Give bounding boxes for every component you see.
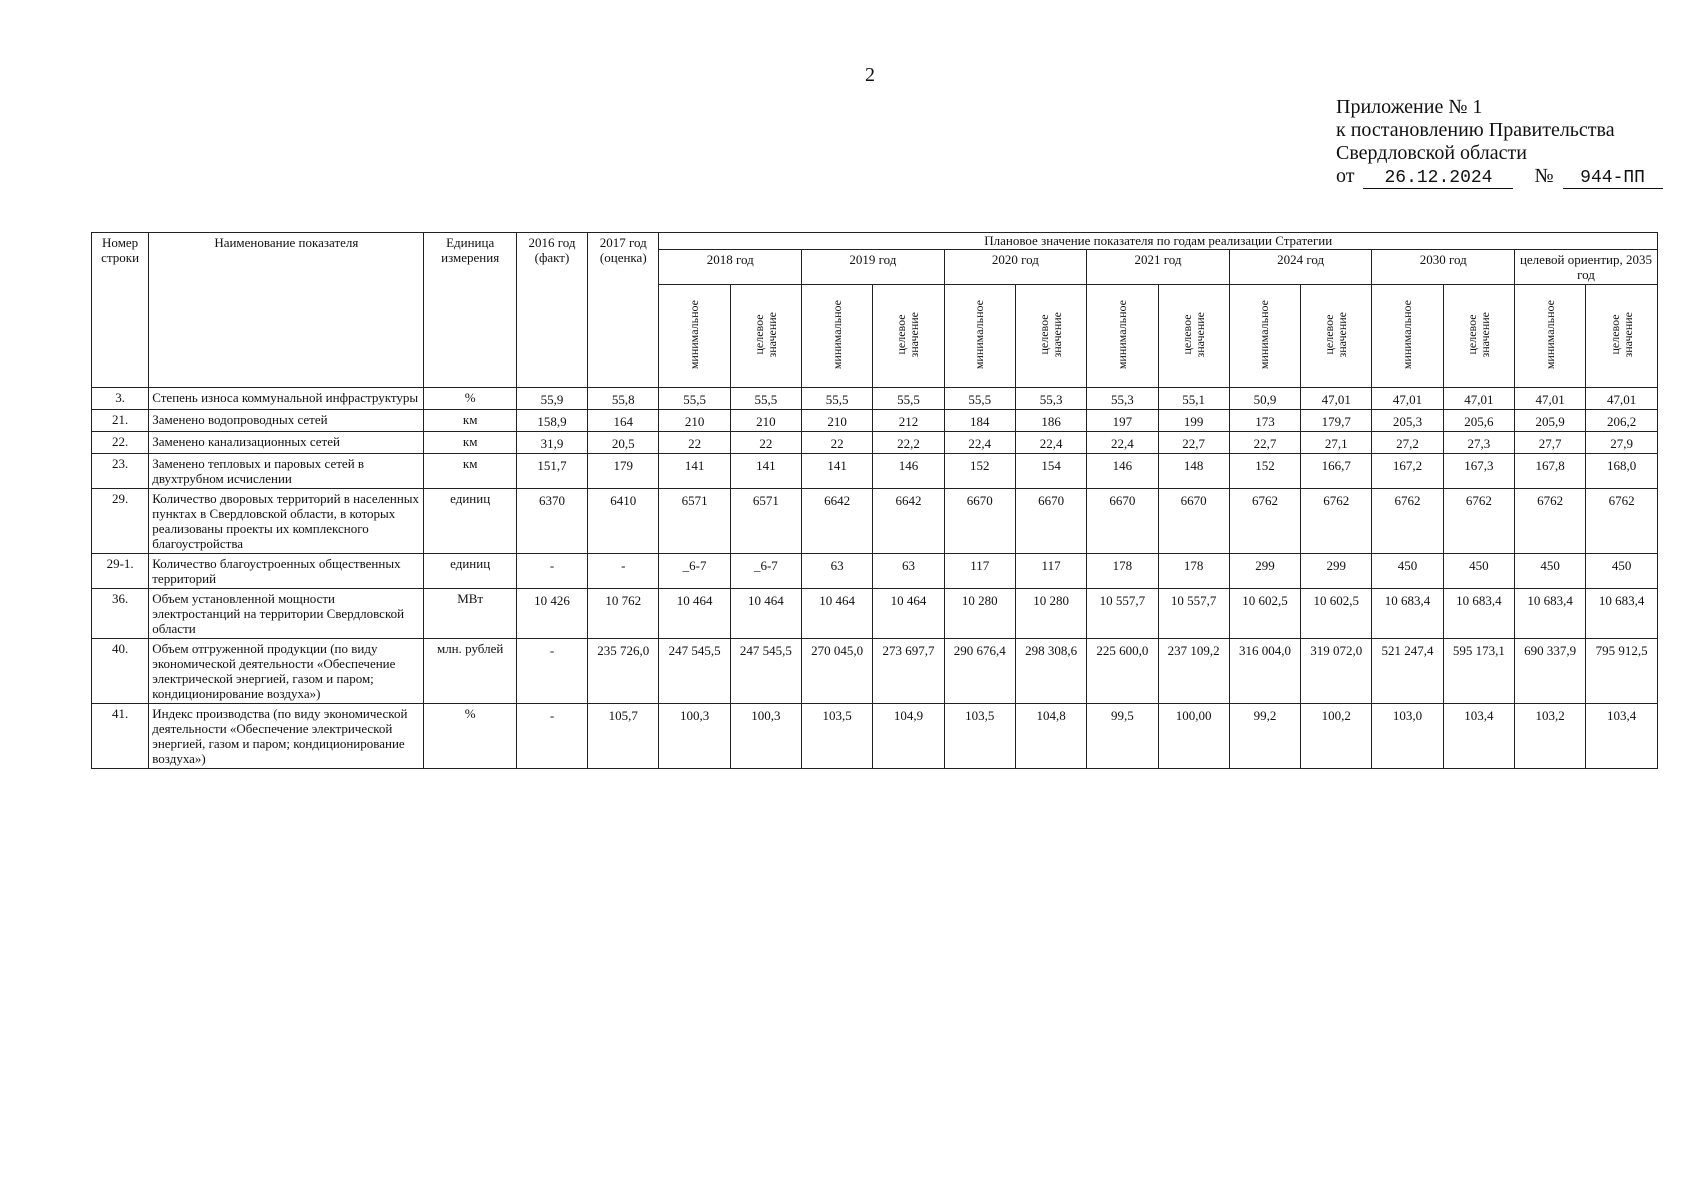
header-target-label: целевое значение bbox=[894, 311, 922, 358]
plan-value-cell: 146 bbox=[873, 454, 944, 489]
plan-value-cell: 154 bbox=[1015, 454, 1086, 489]
plan-value-cell: 290 676,4 bbox=[944, 639, 1015, 704]
header-target bbox=[1015, 285, 1086, 388]
plan-value-cell: 152 bbox=[944, 454, 1015, 489]
plan-value-cell: 450 bbox=[1586, 554, 1658, 589]
header-minimal-label: минимальное bbox=[1542, 299, 1557, 370]
header-minimal-label: минимальное bbox=[1400, 299, 1415, 370]
row-number-cell: 21. bbox=[92, 410, 149, 432]
value-2016-cell: 55,9 bbox=[516, 388, 587, 410]
value-2016-cell: 158,9 bbox=[516, 410, 587, 432]
plan-value-cell: 6762 bbox=[1515, 489, 1586, 554]
value-2017-cell: 6410 bbox=[588, 489, 659, 554]
plan-value-cell: 10 280 bbox=[1015, 589, 1086, 639]
header-target bbox=[1586, 285, 1658, 388]
plan-value-cell: 10 464 bbox=[802, 589, 873, 639]
plan-value-cell: _6-7 bbox=[659, 554, 730, 589]
table-row bbox=[92, 489, 1658, 554]
header-year: 2024 год bbox=[1229, 250, 1372, 285]
value-2017-cell: 20,5 bbox=[588, 432, 659, 454]
plan-value-cell: 450 bbox=[1515, 554, 1586, 589]
unit-cell: МВт bbox=[424, 589, 516, 639]
row-number-cell: 41. bbox=[92, 704, 149, 769]
page-number: 2 bbox=[865, 64, 875, 86]
plan-value-cell: 210 bbox=[730, 410, 801, 432]
decree-number: 944-ПП bbox=[1563, 169, 1663, 189]
plan-value-cell: 117 bbox=[1015, 554, 1086, 589]
value-2016-cell: - bbox=[516, 639, 587, 704]
header-minimal-label: минимальное bbox=[829, 299, 844, 370]
plan-value-cell: 55,3 bbox=[1015, 388, 1086, 410]
header-unit: Единица измерения bbox=[424, 233, 516, 388]
number-label: № bbox=[1534, 165, 1554, 187]
plan-value-cell: 55,5 bbox=[873, 388, 944, 410]
plan-value-cell: 319 072,0 bbox=[1301, 639, 1372, 704]
row-number-cell: 3. bbox=[92, 388, 149, 410]
header-minimal bbox=[659, 285, 730, 388]
plan-value-cell: 100,3 bbox=[730, 704, 801, 769]
plan-value-cell: 27,1 bbox=[1301, 432, 1372, 454]
plan-value-cell: 10 464 bbox=[659, 589, 730, 639]
plan-value-cell: 6670 bbox=[944, 489, 1015, 554]
plan-value-cell: 166,7 bbox=[1301, 454, 1372, 489]
plan-value-cell: 521 247,4 bbox=[1372, 639, 1443, 704]
header-plan: Плановое значение показателя по годам реализации Стратегии bbox=[659, 233, 1658, 250]
header-target bbox=[873, 285, 944, 388]
indicator-name-cell: Степень износа коммунальной инфраструктуры bbox=[149, 388, 424, 410]
appendix-title: Приложение № 1 bbox=[1336, 96, 1483, 118]
table-row bbox=[92, 639, 1658, 704]
unit-cell: км bbox=[424, 410, 516, 432]
plan-value-cell: 206,2 bbox=[1586, 410, 1658, 432]
table-row bbox=[92, 388, 1658, 410]
decree-date: 26.12.2024 bbox=[1363, 169, 1513, 189]
plan-value-cell: 6670 bbox=[1087, 489, 1158, 554]
plan-value-cell: 152 bbox=[1229, 454, 1300, 489]
header-target bbox=[1158, 285, 1229, 388]
header-2016: 2016 год (факт) bbox=[516, 233, 587, 388]
table-row bbox=[92, 410, 1658, 432]
plan-value-cell: 117 bbox=[944, 554, 1015, 589]
value-2016-cell: - bbox=[516, 704, 587, 769]
header-year: 2020 год bbox=[944, 250, 1087, 285]
plan-value-cell: 178 bbox=[1087, 554, 1158, 589]
plan-value-cell: 103,4 bbox=[1443, 704, 1514, 769]
plan-value-cell: 99,2 bbox=[1229, 704, 1300, 769]
indicator-name-cell: Объем установленной мощности электростанций на территории Свердловской области bbox=[149, 589, 424, 639]
plan-value-cell: 103,2 bbox=[1515, 704, 1586, 769]
value-2016-cell: 31,9 bbox=[516, 432, 587, 454]
indicator-name-cell: Заменено водопроводных сетей bbox=[149, 410, 424, 432]
plan-value-cell: 63 bbox=[873, 554, 944, 589]
plan-value-cell: 22,2 bbox=[873, 432, 944, 454]
plan-value-cell: 6670 bbox=[1158, 489, 1229, 554]
plan-value-cell: 178 bbox=[1158, 554, 1229, 589]
value-2016-cell: 151,7 bbox=[516, 454, 587, 489]
unit-cell: км bbox=[424, 454, 516, 489]
header-year: 2021 год bbox=[1087, 250, 1230, 285]
plan-value-cell: 63 bbox=[802, 554, 873, 589]
plan-value-cell: 10 557,7 bbox=[1158, 589, 1229, 639]
plan-value-cell: 47,01 bbox=[1443, 388, 1514, 410]
plan-value-cell: 167,3 bbox=[1443, 454, 1514, 489]
plan-value-cell: 104,8 bbox=[1015, 704, 1086, 769]
header-minimal bbox=[944, 285, 1015, 388]
plan-value-cell: 10 557,7 bbox=[1087, 589, 1158, 639]
plan-value-cell: 205,6 bbox=[1443, 410, 1514, 432]
table-header bbox=[92, 233, 1658, 388]
plan-value-cell: 690 337,9 bbox=[1515, 639, 1586, 704]
plan-value-cell: 299 bbox=[1301, 554, 1372, 589]
table-body bbox=[92, 388, 1658, 769]
header-row-number: Номер строки bbox=[92, 233, 149, 388]
plan-value-cell: 186 bbox=[1015, 410, 1086, 432]
plan-value-cell: 10 683,4 bbox=[1586, 589, 1658, 639]
plan-value-cell: 47,01 bbox=[1515, 388, 1586, 410]
plan-value-cell: 100,00 bbox=[1158, 704, 1229, 769]
appendix-date-line bbox=[1336, 165, 1663, 189]
plan-value-cell: 103,5 bbox=[802, 704, 873, 769]
plan-value-cell: 10 683,4 bbox=[1515, 589, 1586, 639]
plan-value-cell: 450 bbox=[1443, 554, 1514, 589]
appendix-decree-line: к постановлению Правительства bbox=[1336, 119, 1615, 141]
plan-value-cell: 199 bbox=[1158, 410, 1229, 432]
plan-value-cell: 10 464 bbox=[730, 589, 801, 639]
value-2017-cell: - bbox=[588, 554, 659, 589]
plan-value-cell: 22 bbox=[802, 432, 873, 454]
plan-value-cell: 27,3 bbox=[1443, 432, 1514, 454]
plan-value-cell: 6762 bbox=[1229, 489, 1300, 554]
unit-cell: % bbox=[424, 704, 516, 769]
plan-value-cell: 6762 bbox=[1586, 489, 1658, 554]
plan-value-cell: 167,8 bbox=[1515, 454, 1586, 489]
plan-value-cell: 104,9 bbox=[873, 704, 944, 769]
indicator-name-cell: Заменено тепловых и паровых сетей в двухтрубном исчислении bbox=[149, 454, 424, 489]
plan-value-cell: 50,9 bbox=[1229, 388, 1300, 410]
row-number-cell: 36. bbox=[92, 589, 149, 639]
value-2017-cell: 164 bbox=[588, 410, 659, 432]
plan-value-cell: 55,5 bbox=[802, 388, 873, 410]
row-number-cell: 40. bbox=[92, 639, 149, 704]
plan-value-cell: 273 697,7 bbox=[873, 639, 944, 704]
plan-value-cell: 47,01 bbox=[1586, 388, 1658, 410]
plan-value-cell: 6762 bbox=[1443, 489, 1514, 554]
header-2017: 2017 год (оценка) bbox=[588, 233, 659, 388]
plan-value-cell: 22,7 bbox=[1158, 432, 1229, 454]
plan-value-cell: 10 464 bbox=[873, 589, 944, 639]
header-minimal-label: минимальное bbox=[1257, 299, 1272, 370]
plan-value-cell: 22 bbox=[659, 432, 730, 454]
table-row bbox=[92, 554, 1658, 589]
appendix-region-line: Свердловской области bbox=[1336, 142, 1527, 164]
header-target-label: целевое значение bbox=[1607, 311, 1635, 358]
plan-value-cell: 100,3 bbox=[659, 704, 730, 769]
table-row bbox=[92, 589, 1658, 639]
header-minimal bbox=[1515, 285, 1586, 388]
value-2017-cell: 179 bbox=[588, 454, 659, 489]
header-indicator: Наименование показателя bbox=[149, 233, 424, 388]
value-2016-cell: - bbox=[516, 554, 587, 589]
plan-value-cell: 179,7 bbox=[1301, 410, 1372, 432]
plan-value-cell: 22 bbox=[730, 432, 801, 454]
header-target bbox=[1301, 285, 1372, 388]
row-number-cell: 29. bbox=[92, 489, 149, 554]
plan-value-cell: 6571 bbox=[659, 489, 730, 554]
plan-value-cell: 55,1 bbox=[1158, 388, 1229, 410]
plan-value-cell: 141 bbox=[802, 454, 873, 489]
header-minimal bbox=[802, 285, 873, 388]
unit-cell: млн. рублей bbox=[424, 639, 516, 704]
plan-value-cell: 22,4 bbox=[1015, 432, 1086, 454]
plan-value-cell: 99,5 bbox=[1087, 704, 1158, 769]
indicator-name-cell: Количество благоустроенных общественных территорий bbox=[149, 554, 424, 589]
plan-value-cell: 22,4 bbox=[944, 432, 1015, 454]
plan-value-cell: 103,0 bbox=[1372, 704, 1443, 769]
plan-value-cell: 205,3 bbox=[1372, 410, 1443, 432]
plan-value-cell: 22,7 bbox=[1229, 432, 1300, 454]
value-2016-cell: 6370 bbox=[516, 489, 587, 554]
header-minimal bbox=[1372, 285, 1443, 388]
plan-value-cell: 167,2 bbox=[1372, 454, 1443, 489]
plan-value-cell: 173 bbox=[1229, 410, 1300, 432]
plan-value-cell: 141 bbox=[730, 454, 801, 489]
plan-value-cell: 6642 bbox=[802, 489, 873, 554]
indicators-table bbox=[91, 232, 1658, 769]
plan-value-cell: 27,9 bbox=[1586, 432, 1658, 454]
value-2017-cell: 235 726,0 bbox=[588, 639, 659, 704]
header-year: 2018 год bbox=[659, 250, 802, 285]
plan-value-cell: 270 045,0 bbox=[802, 639, 873, 704]
header-target-label: целевое значение bbox=[1037, 311, 1065, 358]
plan-value-cell: 10 280 bbox=[944, 589, 1015, 639]
header-minimal bbox=[1229, 285, 1300, 388]
plan-value-cell: 27,7 bbox=[1515, 432, 1586, 454]
plan-value-cell: 6670 bbox=[1015, 489, 1086, 554]
row-number-cell: 22. bbox=[92, 432, 149, 454]
plan-value-cell: 141 bbox=[659, 454, 730, 489]
plan-value-cell: 10 683,4 bbox=[1443, 589, 1514, 639]
plan-value-cell: 210 bbox=[659, 410, 730, 432]
row-number-cell: 23. bbox=[92, 454, 149, 489]
plan-value-cell: 22,4 bbox=[1087, 432, 1158, 454]
plan-value-cell: 103,5 bbox=[944, 704, 1015, 769]
plan-value-cell: 146 bbox=[1087, 454, 1158, 489]
appendix-block bbox=[1336, 96, 1663, 189]
plan-value-cell: 10 683,4 bbox=[1372, 589, 1443, 639]
plan-value-cell: _6-7 bbox=[730, 554, 801, 589]
header-minimal-label: минимальное bbox=[972, 299, 987, 370]
plan-value-cell: 103,4 bbox=[1586, 704, 1658, 769]
plan-value-cell: 148 bbox=[1158, 454, 1229, 489]
header-minimal bbox=[1087, 285, 1158, 388]
plan-value-cell: 316 004,0 bbox=[1229, 639, 1300, 704]
table-row bbox=[92, 432, 1658, 454]
indicator-name-cell: Объем отгруженной продукции (по виду экономической деятельности «Обеспечение электрической энергией, газом и паром; кондиционирование воздуха») bbox=[149, 639, 424, 704]
plan-value-cell: 55,5 bbox=[730, 388, 801, 410]
row-number-cell: 29-1. bbox=[92, 554, 149, 589]
plan-value-cell: 55,5 bbox=[659, 388, 730, 410]
header-target-label: целевое значение bbox=[1464, 311, 1492, 358]
header-target-label: целевое значение bbox=[1179, 311, 1207, 358]
table-row bbox=[92, 454, 1658, 489]
plan-value-cell: 55,3 bbox=[1087, 388, 1158, 410]
plan-value-cell: 100,2 bbox=[1301, 704, 1372, 769]
unit-cell: единиц bbox=[424, 489, 516, 554]
header-target-label: целевое значение bbox=[1322, 311, 1350, 358]
header-year: целевой ориентир, 2035 год bbox=[1515, 250, 1658, 285]
header-target bbox=[1443, 285, 1514, 388]
unit-cell: км bbox=[424, 432, 516, 454]
plan-value-cell: 247 545,5 bbox=[730, 639, 801, 704]
table-row bbox=[92, 704, 1658, 769]
plan-value-cell: 6571 bbox=[730, 489, 801, 554]
plan-value-cell: 225 600,0 bbox=[1087, 639, 1158, 704]
unit-cell: % bbox=[424, 388, 516, 410]
plan-value-cell: 6762 bbox=[1301, 489, 1372, 554]
indicator-name-cell: Заменено канализационных сетей bbox=[149, 432, 424, 454]
plan-value-cell: 795 912,5 bbox=[1586, 639, 1658, 704]
plan-value-cell: 595 173,1 bbox=[1443, 639, 1514, 704]
header-target-label: целевое значение bbox=[751, 311, 779, 358]
plan-value-cell: 10 602,5 bbox=[1301, 589, 1372, 639]
plan-value-cell: 6642 bbox=[873, 489, 944, 554]
plan-value-cell: 6762 bbox=[1372, 489, 1443, 554]
indicator-name-cell: Количество дворовых территорий в населенных пунктах в Свердловской области, в которых реализованы проекты их комплексного благоустройства bbox=[149, 489, 424, 554]
header-minimal-label: минимальное bbox=[687, 299, 702, 370]
plan-value-cell: 47,01 bbox=[1372, 388, 1443, 410]
value-2017-cell: 55,8 bbox=[588, 388, 659, 410]
from-label: от bbox=[1336, 165, 1355, 187]
plan-value-cell: 27,2 bbox=[1372, 432, 1443, 454]
indicator-name-cell: Индекс производства (по виду экономической деятельности «Обеспечение электрической энергией, газом и паром; кондиционирование воздуха») bbox=[149, 704, 424, 769]
header-year: 2019 год bbox=[802, 250, 945, 285]
plan-value-cell: 205,9 bbox=[1515, 410, 1586, 432]
plan-value-cell: 450 bbox=[1372, 554, 1443, 589]
plan-value-cell: 184 bbox=[944, 410, 1015, 432]
plan-value-cell: 47,01 bbox=[1301, 388, 1372, 410]
value-2017-cell: 10 762 bbox=[588, 589, 659, 639]
plan-value-cell: 210 bbox=[802, 410, 873, 432]
unit-cell: единиц bbox=[424, 554, 516, 589]
plan-value-cell: 55,5 bbox=[944, 388, 1015, 410]
plan-value-cell: 298 308,6 bbox=[1015, 639, 1086, 704]
plan-value-cell: 299 bbox=[1229, 554, 1300, 589]
plan-value-cell: 212 bbox=[873, 410, 944, 432]
value-2016-cell: 10 426 bbox=[516, 589, 587, 639]
value-2017-cell: 105,7 bbox=[588, 704, 659, 769]
plan-value-cell: 168,0 bbox=[1586, 454, 1658, 489]
plan-value-cell: 237 109,2 bbox=[1158, 639, 1229, 704]
plan-value-cell: 247 545,5 bbox=[659, 639, 730, 704]
header-target bbox=[730, 285, 801, 388]
header-year: 2030 год bbox=[1372, 250, 1515, 285]
header-minimal-label: минимальное bbox=[1114, 299, 1129, 370]
plan-value-cell: 10 602,5 bbox=[1229, 589, 1300, 639]
plan-value-cell: 197 bbox=[1087, 410, 1158, 432]
